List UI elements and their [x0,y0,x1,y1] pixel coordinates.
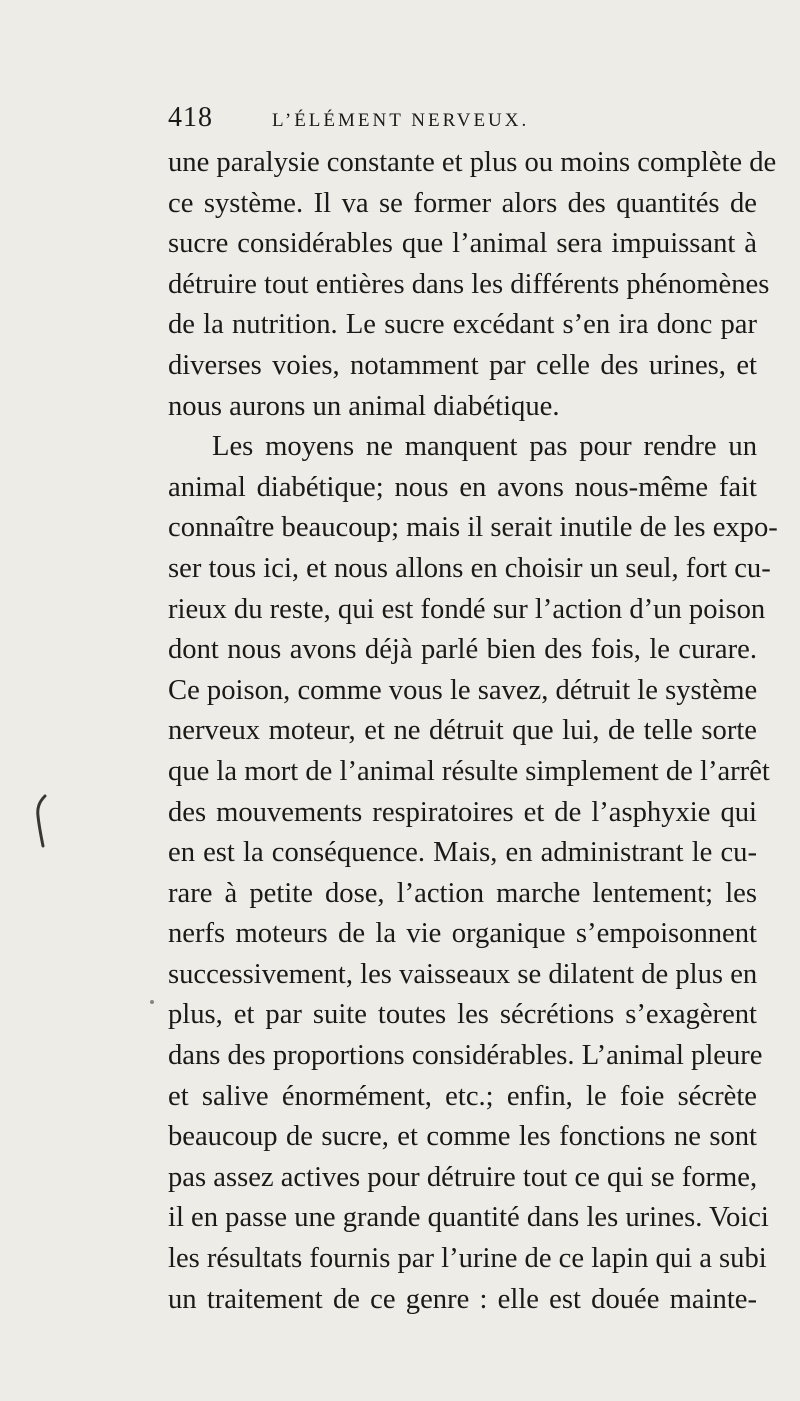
text-line: plus, et par suite toutes les sécrétions s’exagèrent [168,999,757,1031]
text-line: successivement, les vaisseaux se dilatent de plus en [168,958,758,990]
paragraph-end-line: nous aurons un animal diabétique. [168,390,560,422]
text-line: Ce poison, comme vous le savez, détruit le système [168,674,758,706]
text-line: nerfs moteurs de la vie organique s’empoisonnent [168,918,757,950]
text-line: de la nutrition. Le sucre excédant s’en ira donc par [168,309,757,341]
text-line: ser tous ici, et nous allons en choisir un seul, fort cu- [168,552,771,584]
page-number: 418 [168,102,213,133]
text-line: diverses voies, notamment par celle des urines, et [168,349,757,381]
text-line: il en passe une grande quantité dans les urines. Voici [168,1202,769,1234]
running-title: L’ÉLÉMENT NERVEUX. [272,110,530,131]
text-line: détruire tout entières dans les différents phénomènes [168,268,770,300]
text-line: les résultats fournis par l’urine de ce lapin qui a subi [168,1243,767,1275]
text-line: ce système. Il va se former alors des quantités de [168,187,757,219]
text-line: et salive énormément, etc.; enfin, le foie sécrète [168,1080,757,1112]
text-line: pas assez actives pour détruire tout ce qui se forme, [168,1161,758,1193]
text-line: beaucoup de sucre, et comme les fonctions ne sont [168,1121,757,1153]
text-line: sucre considérables que l’animal sera impuissant à [168,228,757,260]
text-line: nerveux moteur, et ne détruit que lui, de telle sorte [168,715,757,747]
text-line: en est la conséquence. Mais, en administrant le cu- [168,837,757,869]
margin-pencil-mark-icon [34,794,48,848]
margin-dot-mark [150,1000,154,1004]
text-line: une paralysie constante et plus ou moins complète de [168,147,777,178]
text-line: que la mort de l’animal résulte simplement de l’arrêt [168,755,770,787]
text-line: rare à petite dose, l’action marche lentement; les [168,877,757,909]
text-line: animal diabétique; nous en avons nous-même fait [168,471,757,503]
body-text [168,143,778,1320]
text-line: rieux du reste, qui est fondé sur l’action d’un poison [168,593,766,625]
text-line: dont nous avons déjà parlé bien des fois, le curare. [168,634,757,666]
paragraph-first-line: Les moyens ne manquent pas pour rendre un [212,431,757,463]
running-head [168,102,758,142]
text-line: un traitement de ce genre : elle est douée mainte- [168,1283,757,1315]
text-line: connaître beaucoup; mais il serait inutile de les expo- [168,512,778,544]
text-line: des mouvements respiratoires et de l’asphyxie qui [168,796,757,828]
text-line: dans des proportions considérables. L’animal pleure [168,1040,763,1072]
